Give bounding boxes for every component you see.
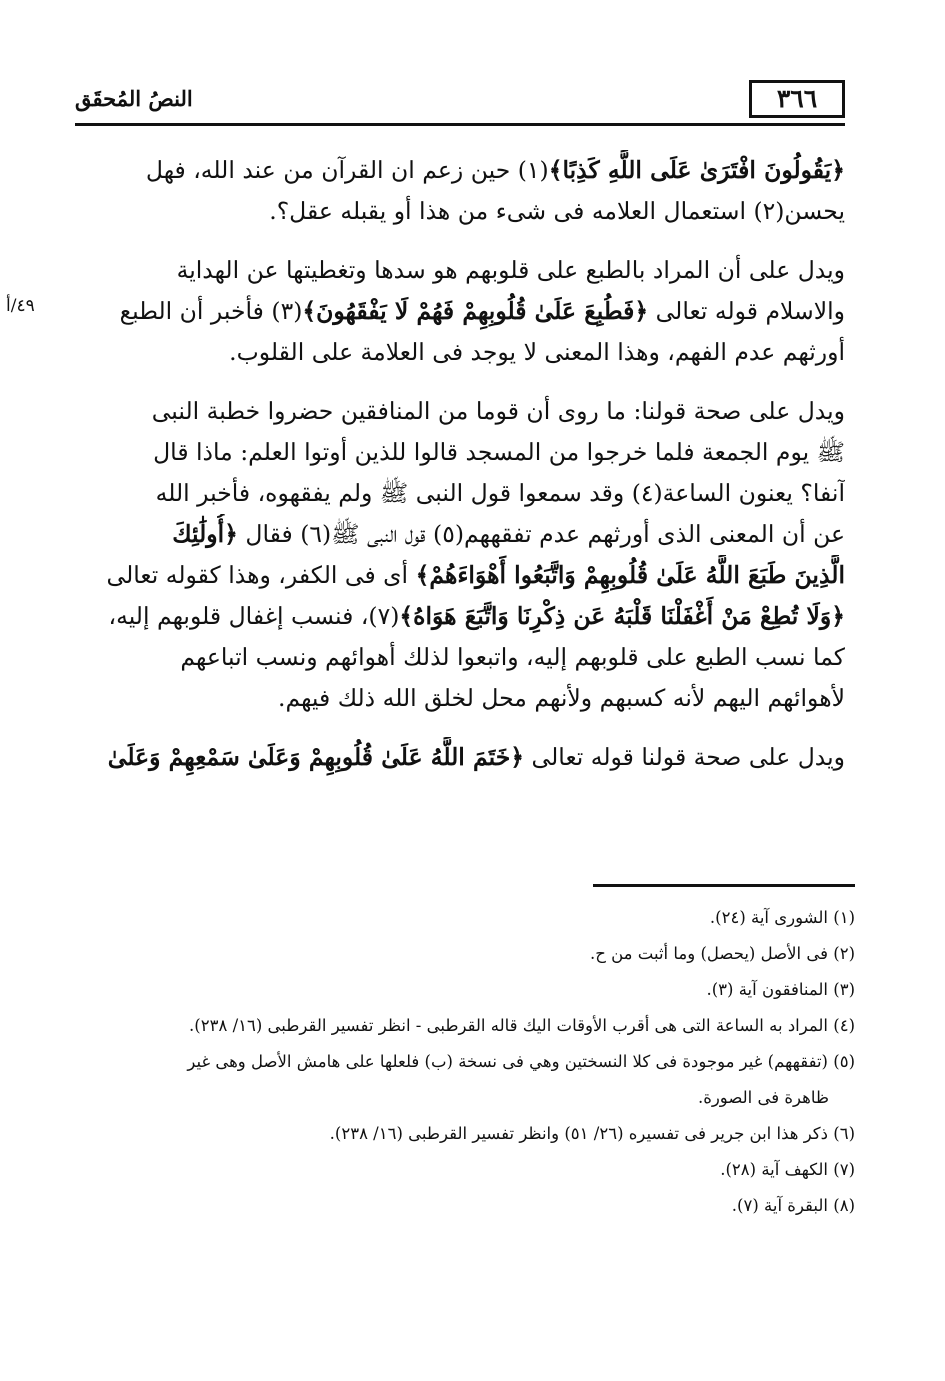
- paragraph: [75, 737, 845, 778]
- main-text: [75, 150, 845, 796]
- text-segment: ﷺ يوم الجمعة فلما خرجوا من المسجد قالوا للذين أوتوا العلم: ماذا قال: [153, 438, 845, 466]
- text-segment: (٣) فأخبر أن الطبع: [119, 297, 303, 325]
- text-segment: أورثهم عدم الفهم، وهذا المعنى لا يوجد فى العلامة على القلوب.: [229, 338, 845, 366]
- footnotes: [75, 900, 855, 1224]
- page-header: [75, 80, 845, 124]
- text-line: [75, 291, 845, 332]
- text-segment: كما نسب الطبع على قلوبهم إليه، واتبعوا لذلك أهوائهم ونسب اتباعهم: [180, 643, 845, 671]
- text-segment: يحسن(٢) استعمال العلامه فى شىء من هذا أو يقبله عقل؟.: [269, 197, 845, 225]
- paragraph: [75, 150, 845, 232]
- text-segment: (٧)، فنسب إغفال قلوبهم إليه،: [108, 602, 400, 630]
- text-segment: ويدل على صحة قولنا: ما روى أن قوما من المنافقين حضروا خطبة النبى: [151, 397, 845, 425]
- page-number: ٣٦٦: [749, 80, 845, 118]
- quran-quote: ﴿يَقُولُونَ افْتَرَىٰ عَلَى اللَّهِ كَذِبًا﴾: [548, 156, 845, 184]
- text-line: [75, 555, 845, 596]
- text-line: [75, 596, 845, 637]
- footnote: (٤) المراد به الساعة التى هى أقرب الأوقات اليك قاله القرطبى - انظر تفسير القرطبى (١٦/ ٢٣٨).: [189, 1016, 855, 1035]
- text-line: [75, 191, 845, 232]
- text-segment: عن أن المعنى الذى أورثهم عدم تفقههم(٥) قول النبى ﷺ(٦) فقال: [237, 520, 845, 548]
- text-line: [75, 250, 845, 291]
- text-segment: أى فى الكفر، وهذا كقوله تعالى: [106, 561, 416, 589]
- paragraph: [75, 250, 845, 373]
- header-rule: [75, 123, 845, 126]
- text-line: [75, 473, 845, 514]
- footnote-separator: [593, 884, 855, 887]
- text-segment: (١) حين زعم ان القرآن من عند الله، فهل: [145, 156, 549, 184]
- footnote: ظاهرة فى الصورة.: [697, 1088, 829, 1107]
- text-line: [75, 391, 845, 432]
- footnote: (١) الشورى آية (٢٤).: [709, 908, 855, 927]
- text-line: [75, 332, 845, 373]
- text-segment: آنفا؟ يعنون الساعة(٤) وقد سمعوا قول النبى ﷺ ولم يفقهوه، فأخبر الله: [155, 479, 845, 507]
- text-line: [75, 514, 845, 555]
- margin-folio-note: ٤٩/أ: [6, 296, 35, 316]
- text-segment: ويدل على أن المراد بالطبع على قلوبهم هو سدها وتغطيتها عن الهداية: [176, 256, 845, 284]
- text-line: [75, 678, 845, 719]
- text-line: [75, 432, 845, 473]
- quran-quote: ﴿وَلَا تُطِعْ مَنْ أَغْفَلْنَا قَلْبَهُ عَن ذِكْرِنَا وَاتَّبَعَ هَوَاهُ﴾: [399, 602, 845, 630]
- running-title: النصُ المُحقَق: [75, 86, 193, 111]
- quran-quote: ﴿فَطُبِعَ عَلَىٰ قُلُوبِهِمْ فَهُمْ لَا يَفْقَهُونَ﴾: [302, 297, 649, 325]
- footnote: (٣) المنافقون آية (٣).: [706, 980, 855, 999]
- footnote: (٨) البقرة آية (٧).: [731, 1196, 855, 1215]
- footnote: (٢) فى الأصل (يحصل) وما أثبت من ح.: [589, 944, 855, 963]
- footnote: (٧) الكهف آية (٢٨).: [720, 1160, 855, 1179]
- text-line: [75, 150, 845, 191]
- paragraph: [75, 391, 845, 719]
- footnote: (٦) ذكر هذا ابن جرير فى تفسيره (٢٦/ ٥١) وانظر تفسير القرطبى (١٦/ ٢٣٨).: [329, 1124, 855, 1143]
- quran-quote: ﴿خَتَمَ اللَّهُ عَلَىٰ قُلُوبِهِمْ وَعَلَىٰ سَمْعِهِمْ وَعَلَىٰ: [107, 743, 525, 771]
- text-segment: والاسلام قوله تعالى: [648, 297, 845, 325]
- text-segment: لأهوائهم اليهم لأنه كسبهم ولأنهم محل لخلق الله ذلك فيهم.: [277, 684, 845, 712]
- text-line: [75, 637, 845, 678]
- text-segment: ويدل على صحة قولنا قوله تعالى: [524, 743, 845, 771]
- quran-quote: ﴿أُولَٰئِكَ: [172, 520, 238, 548]
- text-line: [75, 737, 845, 778]
- quran-quote: الَّذِينَ طَبَعَ اللَّهُ عَلَىٰ قُلُوبِهِمْ وَاتَّبَعُوا أَهْوَاءَهُمْ﴾: [415, 561, 845, 589]
- footnote: (٥) (تفقههم) غير موجودة فى كلا النسختين وهي فى نسخة (ب) فلعلها على هامش الأصل وهى غير: [187, 1052, 855, 1071]
